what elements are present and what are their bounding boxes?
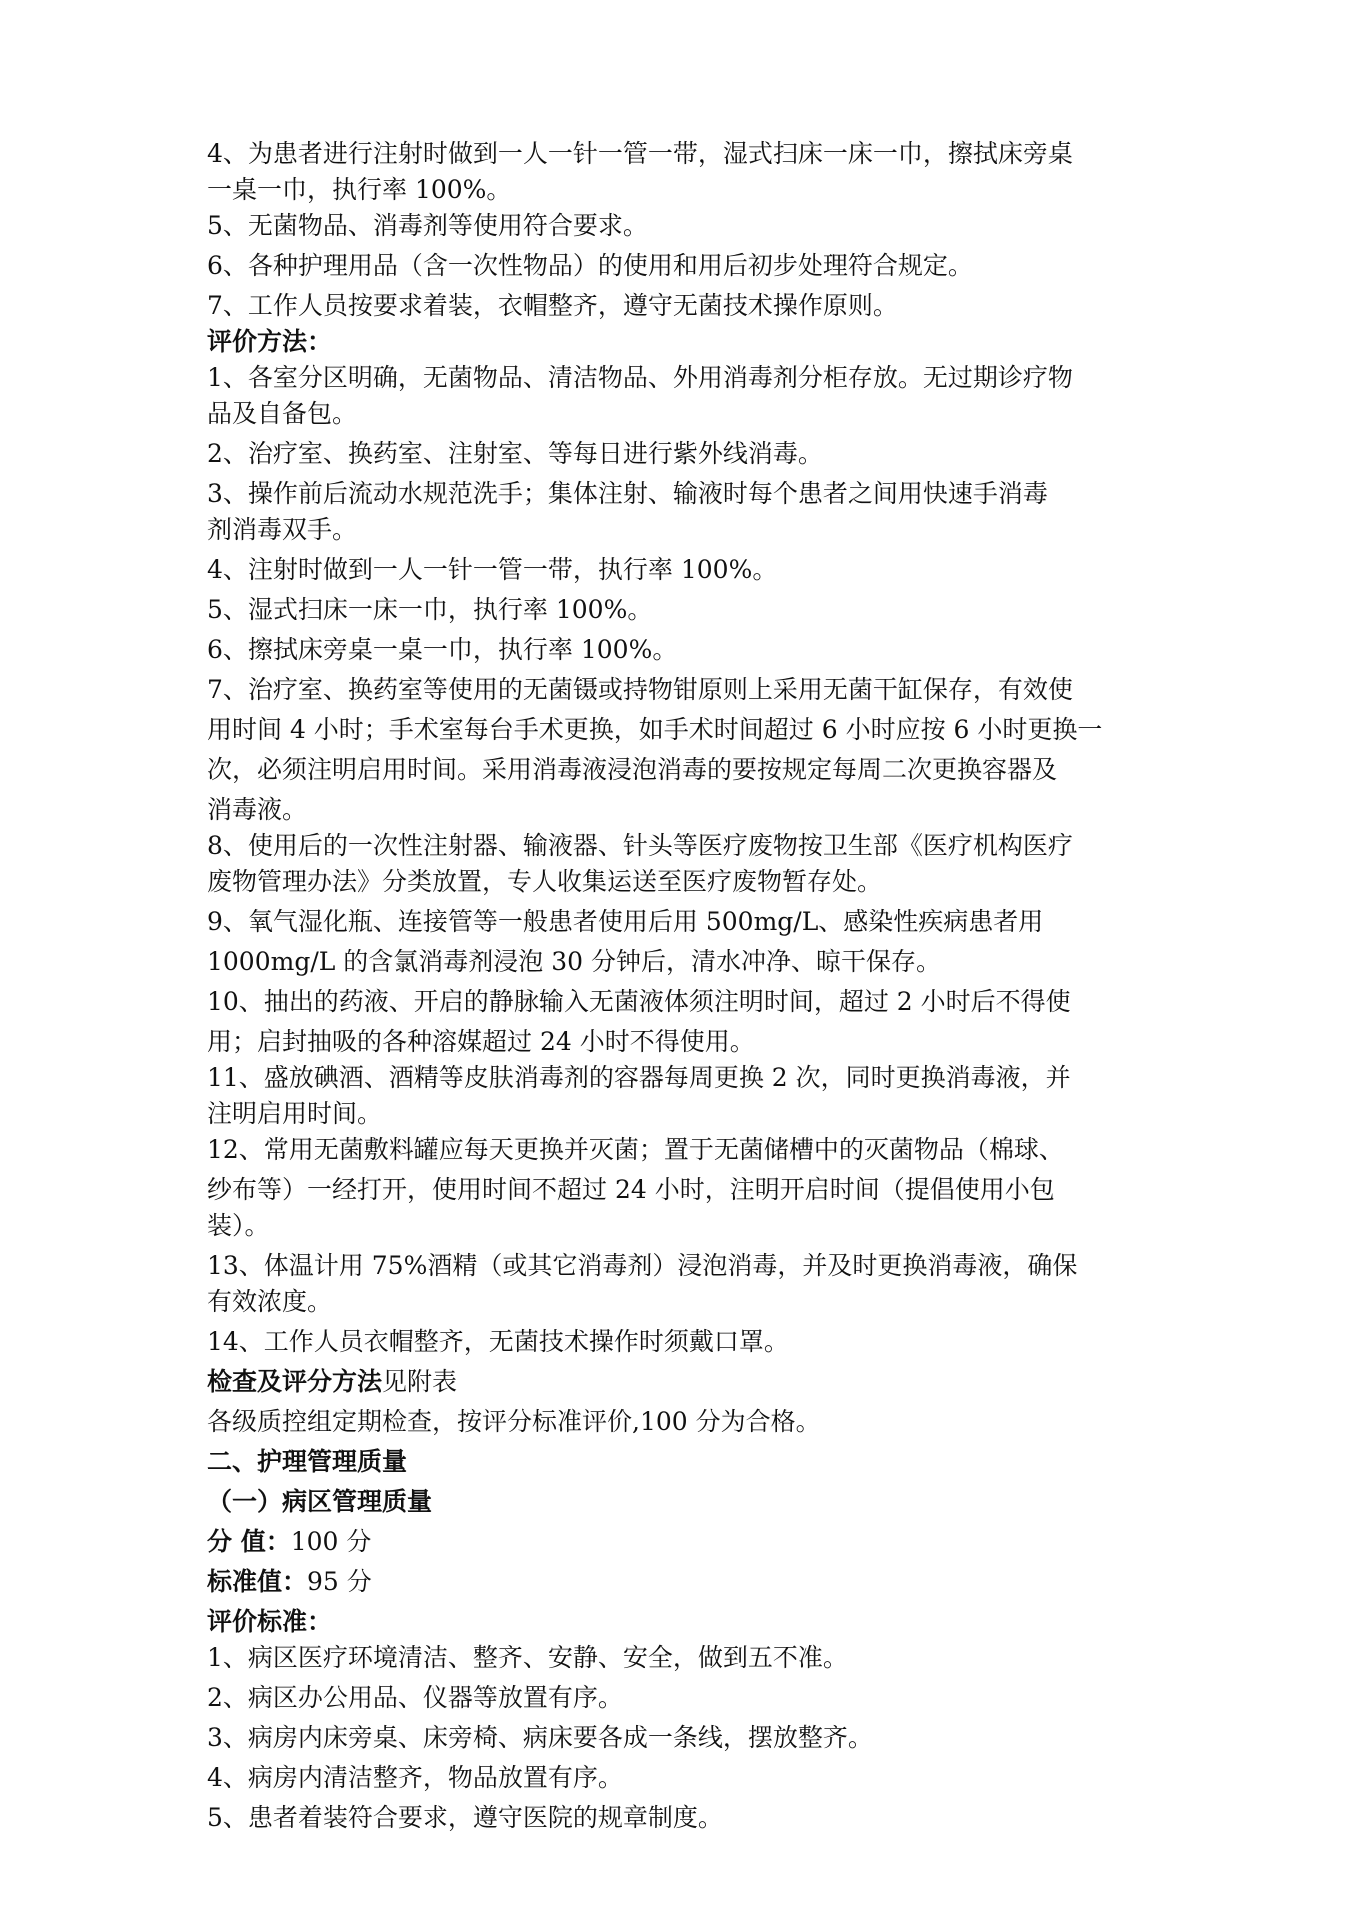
text-line: 6、擦拭床旁桌一桌一巾，执行率 100%。 [207, 635, 678, 664]
text-line: 5、无菌物品、消毒剂等使用符合要求。 [207, 211, 648, 240]
text-line: 4、病房内清洁整齐，物品放置有序。 [207, 1763, 623, 1792]
text-line: 13、体温计用 75%酒精（或其它消毒剂）浸泡消毒，并及时更换消毒液，确保 [207, 1251, 1078, 1280]
text-line: 4、为患者进行注射时做到一人一针一管一带，湿式扫床一床一巾，擦拭床旁桌 [207, 139, 1073, 168]
text-line: 1、病区医疗环境清洁、整齐、安静、安全，做到五不准。 [207, 1643, 848, 1672]
text-line: 7、工作人员按要求着装，衣帽整齐，遵守无菌技术操作原则。 [207, 291, 898, 320]
text-line: 3、病房内床旁桌、床旁椅、病床要各成一条线，摆放整齐。 [207, 1723, 873, 1752]
score-line [207, 1524, 1169, 1560]
document-body [207, 136, 1169, 1836]
text-line: 品及自备包。 [207, 399, 358, 428]
check-heading-normal: 见附表 [382, 1367, 458, 1396]
text-line: 1、各室分区明确，无菌物品、清洁物品、外用消毒剂分柜存放。无过期诊疗物 [207, 363, 1073, 392]
text-line: 2、病区办公用品、仪器等放置有序。 [207, 1683, 623, 1712]
text-line: 废物管理办法》分类放置，专人收集运送至医疗废物暂存处。 [207, 867, 883, 896]
text-line: 次，必须注明启用时间。采用消毒液浸泡消毒的要按规定每周二次更换容器及 [207, 755, 1058, 784]
standard-label: 标准值： [207, 1567, 308, 1596]
text-line: 14、工作人员衣帽整齐，无菌技术操作时须戴口罩。 [207, 1327, 789, 1356]
check-heading-bold: 检查及评分方法 [207, 1367, 383, 1396]
text-line: 3、操作前后流动水规范洗手；集体注射、输液时每个患者之间用快速手消毒 [207, 479, 1048, 508]
standard-value: 95 分 [307, 1567, 372, 1596]
text-line: 消毒液。 [207, 795, 308, 824]
text-line: 10、抽出的药液、开启的静脉输入无菌液体须注明时间，超过 2 小时后不得使 [207, 987, 1071, 1016]
text-line: 4、注射时做到一人一针一管一带，执行率 100%。 [207, 555, 778, 584]
text-line: 纱布等）一经打开，使用时间不超过 24 小时，注明开启时间（提倡使用小包 [207, 1175, 1055, 1204]
text-line: （一）病区管理质量 [207, 1487, 433, 1516]
text-line: 8、使用后的一次性注射器、输液器、针头等医疗废物按卫生部《医疗机构医疗 [207, 831, 1073, 860]
text-line: 7、治疗室、换药室等使用的无菌镊或持物钳原则上采用无菌干缸保存，有效使 [207, 675, 1073, 704]
text-line: 5、湿式扫床一床一巾，执行率 100%。 [207, 595, 653, 624]
text-line: 二、护理管理质量 [207, 1447, 408, 1476]
check-heading [207, 1364, 1169, 1400]
ward-standard-section [207, 1604, 1169, 1836]
text-line: 6、各种护理用品（含一次性物品）的使用和用后初步处理符合规定。 [207, 251, 973, 280]
text-line: 9、氧气湿化瓶、连接管等一般患者使用后用 500mg/L、感染性疾病患者用 [207, 907, 1044, 936]
text-line: 评价标准： [207, 1607, 333, 1636]
text-line: 1000mg/L 的含氯消毒剂浸泡 30 分钟后，清水冲净、晾干保存。 [207, 947, 942, 976]
text-line: 各级质控组定期检查，按评分标准评价,100 分为合格。 [207, 1407, 821, 1436]
text-line: 一桌一巾，执行率 100%。 [207, 175, 512, 204]
score-label: 分 值： [207, 1527, 291, 1556]
text-line: 11、盛放碘酒、酒精等皮肤消毒剂的容器每周更换 2 次，同时更换消毒液，并 [207, 1063, 1071, 1092]
text-line: 注明启用时间。 [207, 1099, 383, 1128]
text-line: 装）。 [207, 1211, 270, 1240]
score-value: 100 分 [290, 1527, 372, 1556]
evaluation-section [207, 136, 1169, 1360]
text-line: 剂消毒双手。 [207, 515, 358, 544]
text-line: 用时间 4 小时；手术室每台手术更换，如手术时间超过 6 小时应按 6 小时更换一 [207, 715, 1103, 744]
text-line: 有效浓度。 [207, 1287, 333, 1316]
text-line: 12、常用无菌敷料罐应每天更换并灭菌；置于无菌储槽中的灭菌物品（棉球、 [207, 1135, 1064, 1164]
text-line: 评价方法： [207, 327, 333, 356]
nursing-management-section [207, 1404, 1169, 1520]
standard-line [207, 1564, 1169, 1600]
text-line: 2、治疗室、换药室、注射室、等每日进行紫外线消毒。 [207, 439, 823, 468]
text-line: 用；启封抽吸的各种溶媒超过 24 小时不得使用。 [207, 1027, 755, 1056]
text-line: 5、患者着装符合要求，遵守医院的规章制度。 [207, 1803, 723, 1832]
